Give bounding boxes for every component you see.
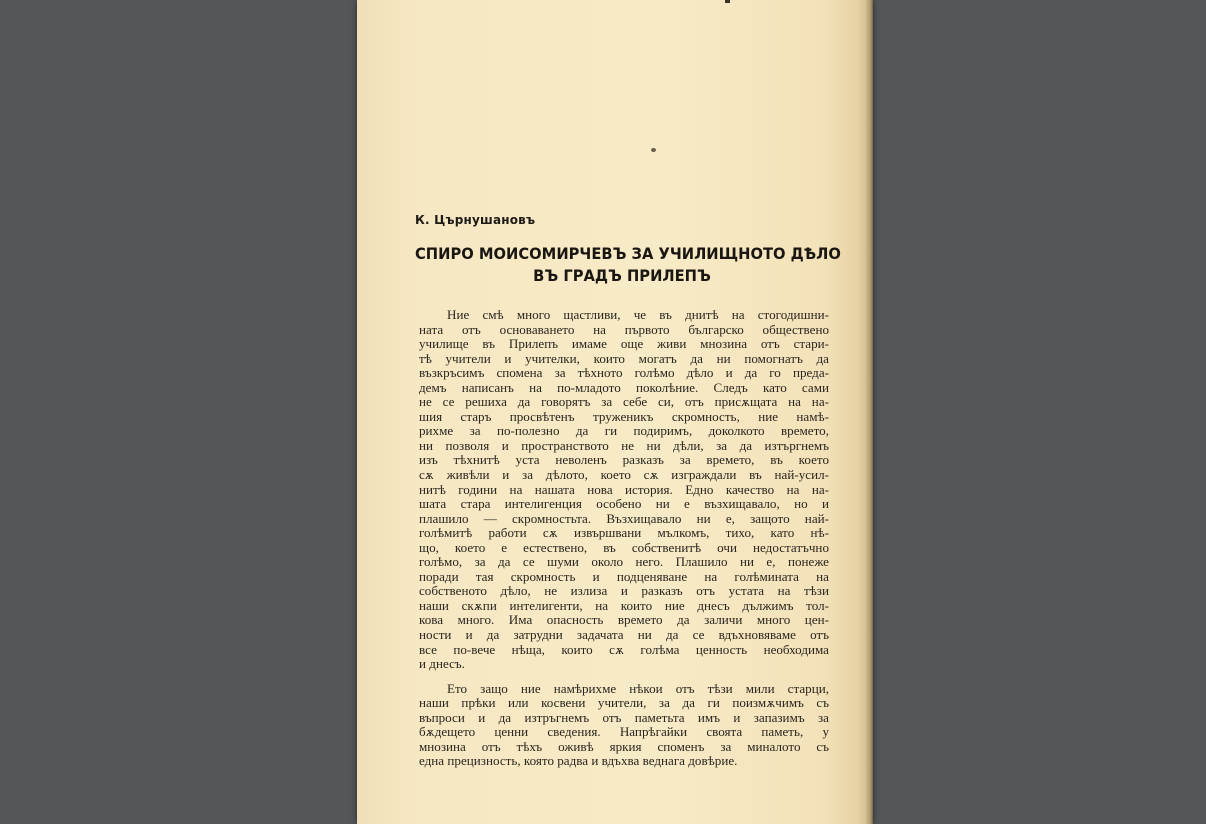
text-line: наши скѫпи интелигенти, на които ние днесъ дължимъ тол- [419,597,829,613]
text-line: сѫ живѣли и за дѣлото, което сѫ изграждали въ най-усил- [419,467,829,483]
article-body [419,308,829,769]
text-line: тѣ учители и учителки, които могатъ да ни помогнатъ да [419,350,829,366]
text-line: шия старъ просвѣтенъ труженикъ скромность, ние намѣ- [419,408,829,424]
text-line: ности и да затрудни задачата ни да се вдъхновяваме отъ [419,627,829,643]
text-line: ни позволя и пространството не ни дѣли, за да изтъргнемъ [419,437,829,453]
text-line: Ето защо ние намѣрихме нѣкои отъ тѣзи мили старци, [447,680,829,696]
text-line: училище въ Прилепъ имаме още живи мнозина отъ стари- [419,336,829,352]
text-line: бѫдещето ценни сведения. Напрѣгайки своята паметь, у [419,724,829,740]
text-line: наши прѣки или косвени учители, за да ги поизмѫчимъ съ [419,695,829,711]
text-line: нитѣ години на нашата нова история. Едно качество на на- [419,481,829,497]
paragraph-2 [419,682,829,769]
text-line: ната отъ основаването на първото българско обществено [419,321,829,337]
text-line: що, което е естествено, въ собственитѣ очи недостатъчно [419,539,829,555]
scanned-page [357,0,873,824]
text-line: демъ написанъ на по-младото поколѣние. Следъ като сами [419,379,829,395]
article-author: К. Църнушановъ [415,213,536,227]
article-title-line-1: СПИРО МОИСОМИРЧЕВЪ ЗА УЧИЛИЩНОТО ДѢЛО [415,244,841,263]
article-title-line-2: ВЪ ГРАДЪ ПРИЛЕПЪ [533,266,711,285]
text-line: възкръсимъ спомена за тѣхното голѣмо дѣло и да го преда- [419,365,829,381]
page-edge-shadow [865,0,873,824]
text-line: изъ тѣхнитѣ уста неволенъ разказъ за времето, въ което [419,452,829,468]
text-line: въпроси и да изтръгнемъ отъ паметьта имъ и запазимъ за [419,709,829,725]
ink-speck [651,148,656,152]
text-line: Ние смѣ много щастливи, че въ днитѣ на стогодишни- [447,307,829,322]
text-line: мнозина отъ тѣхъ оживѣ яркия споменъ за миналото съ [419,738,829,754]
text-line: не се решиха да говорятъ за себе си, отъ присѫщата на на- [419,394,829,410]
text-line: собственото дѣло, не излиза и разказъ отъ устата на тѣзи [419,583,829,599]
text-line: и днесъ. [419,656,465,672]
text-line: поради тая скромность и подценяване на голѣмината на [419,568,829,584]
text-line: кова много. Има опасность времето да заличи много цен- [419,612,829,628]
text-line: рихме за по-полезно да ги подиримъ, доколкото времето, [419,423,829,439]
text-line: голѣмо, за да се шуми около него. Плашило ни е, понеже [419,554,829,570]
text-line: плашило — скромностьта. Възхищавало ни е, защото най- [419,510,829,526]
text-line: все по-вече нѣща, които сѫ голѣма ценность необходима [419,641,829,657]
ink-mark [725,0,730,3]
text-line: една прецизность, която радва и вдъхва веднага довѣрие. [419,753,738,769]
paragraph-1 [419,308,829,672]
text-line: шата стара интелигенция особено ни е възхищавало, но и [419,496,829,512]
text-line: голѣмитѣ работи сѫ извършвани мълкомъ, тихо, като нѣ- [419,525,829,541]
